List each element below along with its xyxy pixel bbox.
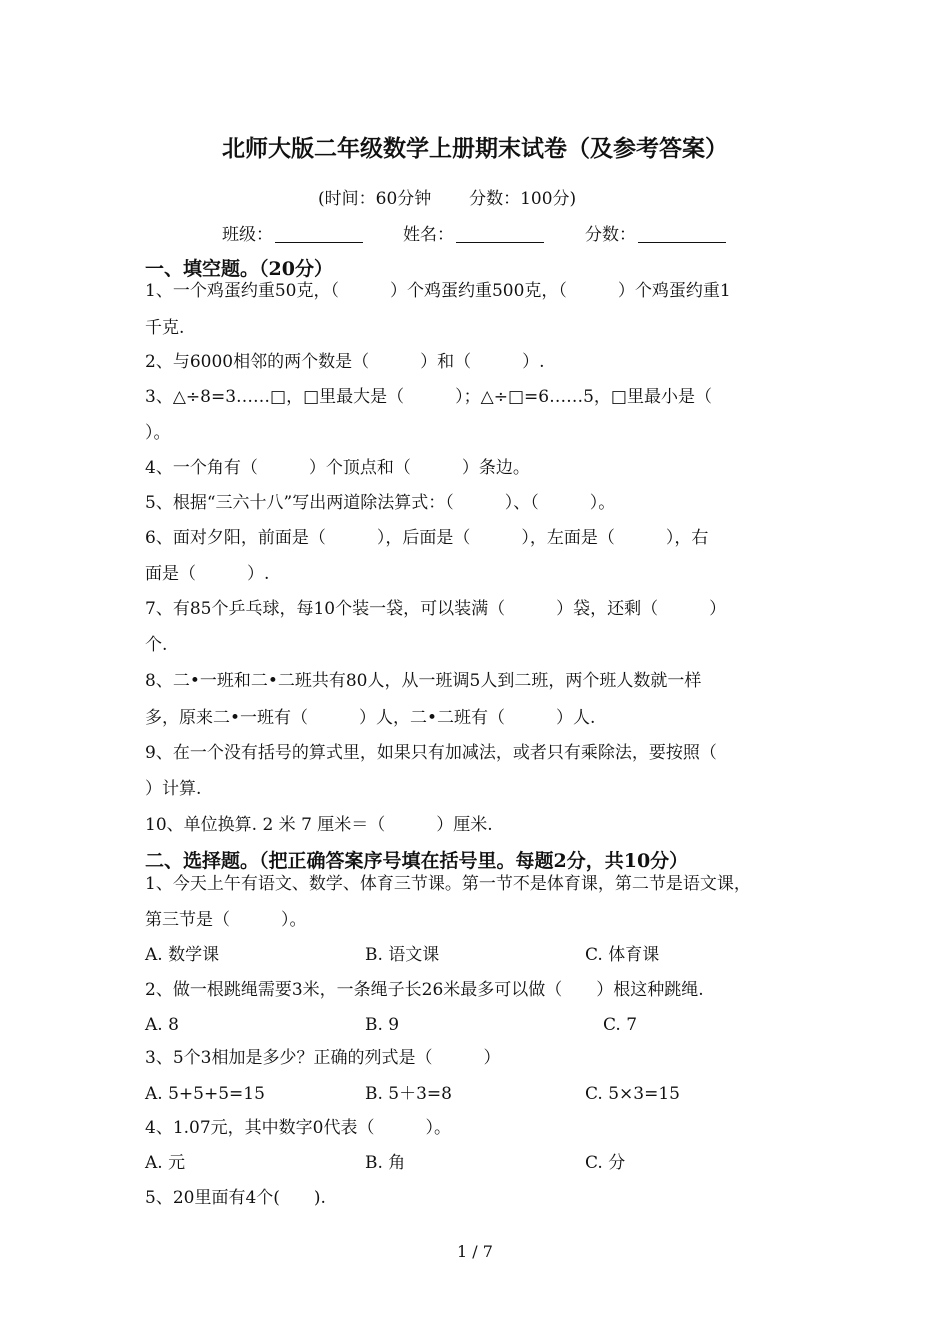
class-field[interactable] [222,220,363,245]
option-c[interactable]: C. 5×3=15 [585,1084,680,1104]
section-heading-fill-blank: 一、填空题。（20分） [145,258,333,280]
question-line: 4、1.07元，其中数字0代表（ ）。 [145,1118,451,1138]
score-blank[interactable] [638,226,726,243]
name-label: 姓名： [403,225,454,245]
option-b[interactable]: B. 5＋3=8 [365,1084,452,1104]
question-line: 9、在一个没有括号的算式里，如果只有加减法，或者只有乘除法，要按照（ [145,743,717,763]
score-text: 分数：100分) [469,189,577,209]
name-field[interactable] [403,220,544,245]
section-heading-choice: 二、选择题。（把正确答案序号填在括号里。每题2分，共10分） [145,850,689,872]
score-label: 分数： [585,225,636,245]
question-line: 多，原来二•一班有（ ）人，二•二班有（ ）人. [145,708,596,728]
class-blank[interactable] [275,226,363,243]
option-c[interactable]: C. 分 [585,1153,626,1173]
question-line: 3、5个3相加是多少？正确的列式是（ ） [145,1048,501,1068]
score-field[interactable] [585,220,726,245]
option-a[interactable]: A. 元 [145,1153,186,1173]
question-line: 5、根据“三六十八”写出两道除法算式：（ ）、（ ）。 [145,493,616,513]
question-line: 7、有85个乒乓球，每10个装一袋，可以装满（ ）袋，还剩（ ） [145,599,727,619]
question-line: 1、一个鸡蛋约重50克，（ ）个鸡蛋约重500克，（ ）个鸡蛋约重1 [145,281,731,301]
exam-meta [318,184,576,209]
name-blank[interactable] [456,226,544,243]
page-number: 1 / 7 [457,1242,493,1261]
option-c[interactable]: C. 体育课 [585,945,660,965]
question-line: 第三节是（ ）。 [145,910,307,930]
option-a[interactable]: A. 5+5+5=15 [145,1084,265,1104]
question-line: 6、面对夕阳，前面是（ ），后面是（ ），左面是（ ），右 [145,528,709,548]
question-line: 2、与6000相邻的两个数是（ ）和（ ）. [145,352,545,372]
option-b[interactable]: B. 角 [365,1153,406,1173]
question-line: 10、单位换算. 2 米 7 厘米＝（ ）厘米. [145,815,493,835]
question-line: 2、做一根跳绳需要3米，一条绳子长26米最多可以做（ ）根这种跳绳. [145,980,704,1000]
page-title: 北师大版二年级数学上册期末试卷（及参考答案） [222,135,728,162]
question-line: 千克. [145,318,185,338]
question-line: 8、二•一班和二•二班共有80人，从一班调5人到二班，两个班人数就一样 [145,671,702,691]
option-a[interactable]: A. 8 [145,1015,179,1035]
question-line: 3、△÷8=3……□，□里最大是（ ）；△÷□=6……5，□里最小是（ [145,387,712,407]
question-line: 面是（ ）. [145,564,270,584]
question-line: 5、20里面有4个( ). [145,1188,326,1208]
question-line: 1、今天上午有语文、数学、体育三节课。第一节不是体育课，第二节是语文课， [145,874,751,894]
question-line: ）。 [145,423,171,443]
option-c[interactable]: C. 7 [603,1015,638,1035]
option-a[interactable]: A. 数学课 [145,945,220,965]
question-line: ）计算. [145,779,202,799]
question-line: 个. [145,635,168,655]
time-text: (时间：60分钟 [318,189,432,209]
question-line: 4、一个角有（ ）个顶点和（ ）条边。 [145,458,530,478]
option-b[interactable]: B. 语文课 [365,945,440,965]
class-label: 班级： [222,225,273,245]
option-b[interactable]: B. 9 [365,1015,400,1035]
